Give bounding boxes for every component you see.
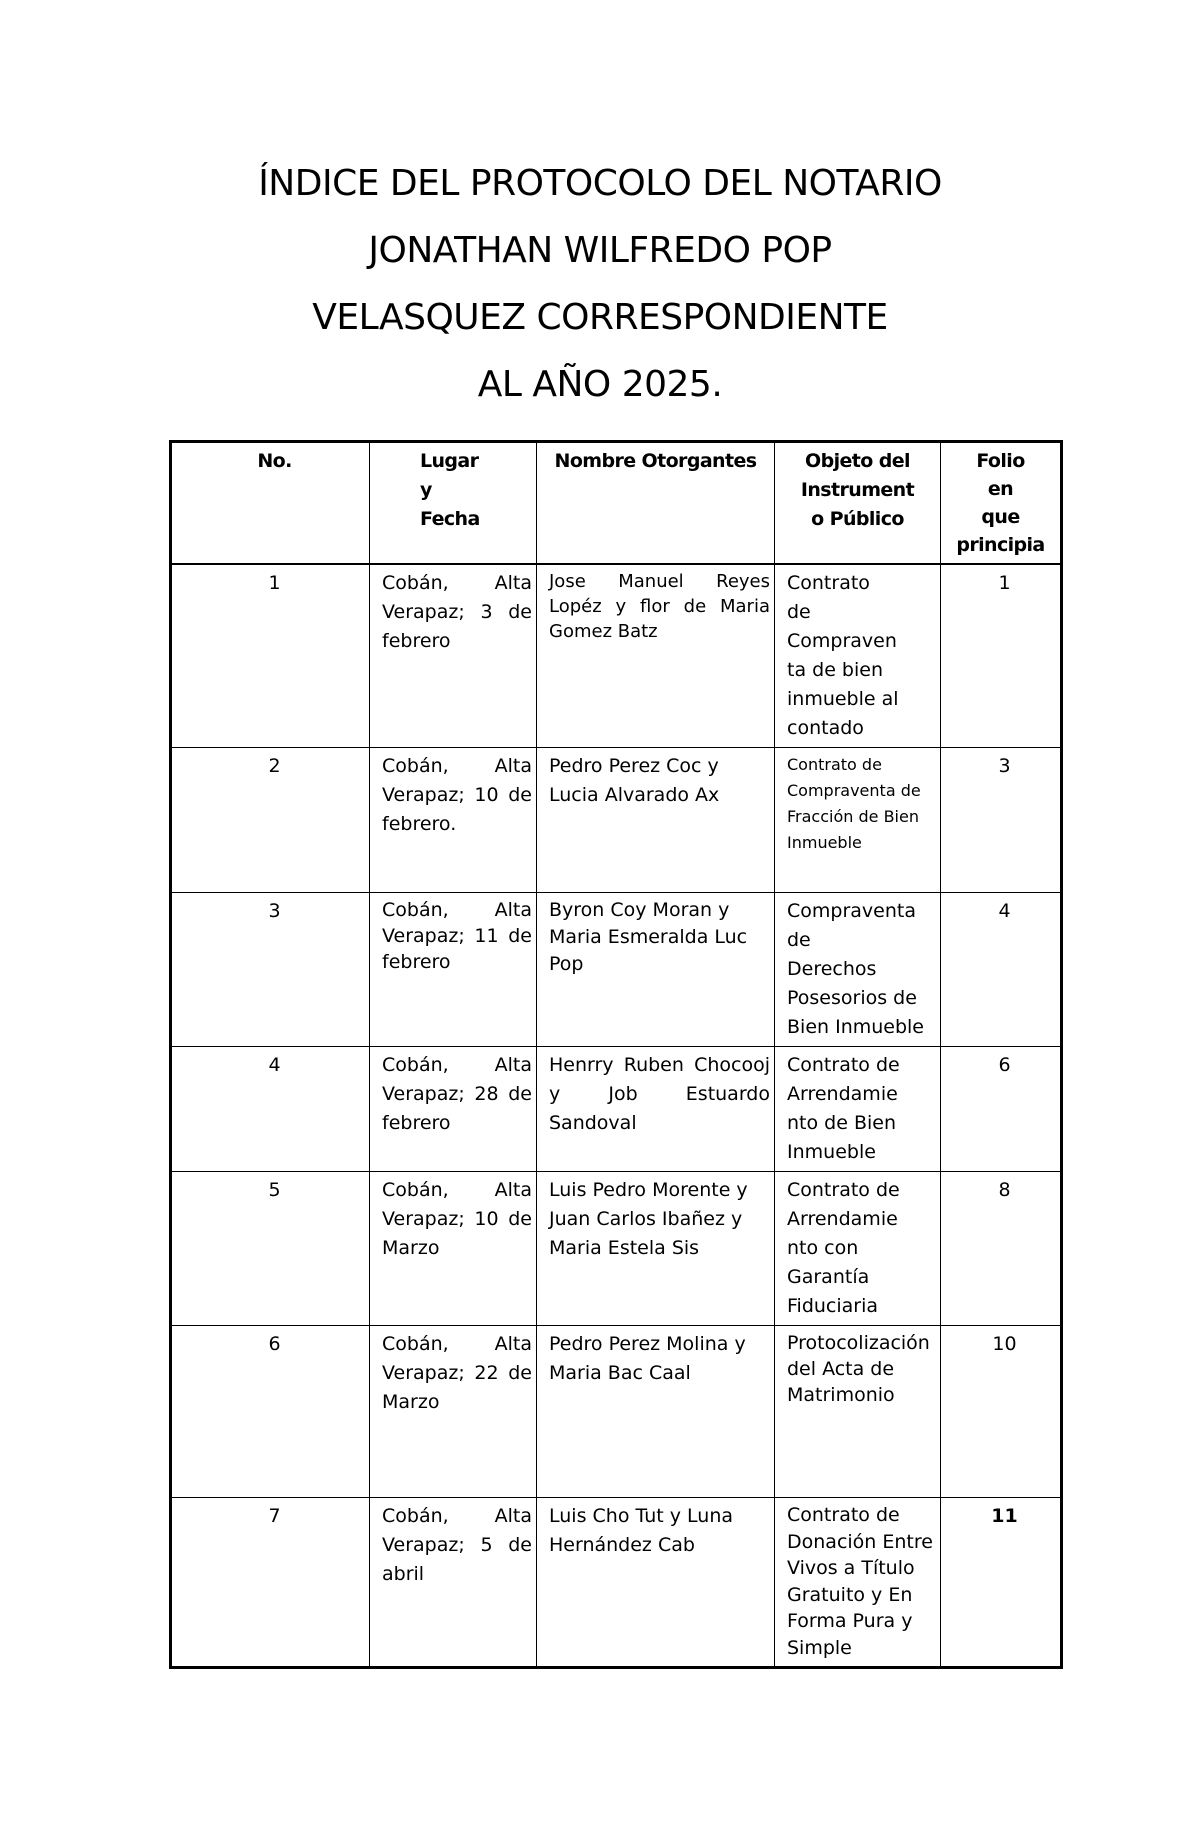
objeto-line: Vivos a Título xyxy=(787,1557,915,1579)
row-nombre-otorgantes: Pedro Perez Coc y Lucia Alvarado Ax xyxy=(537,748,775,893)
row-nombre-otorgantes: Byron Coy Moran y Maria Esmeralda Luc Pop xyxy=(537,893,775,1047)
objeto-line: Contrato de xyxy=(787,755,882,774)
row-objeto xyxy=(775,1498,941,1668)
protocol-index-table xyxy=(169,440,1063,1669)
row-no: 7 xyxy=(171,1498,370,1668)
objeto-line: Derechos xyxy=(787,958,877,980)
objeto-line: Simple xyxy=(787,1636,852,1659)
row-folio: 8 xyxy=(941,1172,1062,1326)
row-lugar-fecha: Cobán, Alta Verapaz; 10 de Marzo xyxy=(370,1172,537,1326)
objeto-line: Fiduciaria xyxy=(787,1295,879,1317)
header-text: que xyxy=(981,506,1020,528)
table-row xyxy=(171,1047,1062,1172)
row-lugar-fecha: Cobán, Alta Verapaz; 11 de febrero xyxy=(370,893,537,1047)
objeto-line: ta de bien xyxy=(787,659,883,681)
row-no: 3 xyxy=(171,893,370,1047)
objeto-line: Garantía xyxy=(787,1266,870,1288)
document-title xyxy=(140,150,1060,418)
row-objeto xyxy=(775,748,941,893)
header-nombre-otorgantes: Nombre Otorgantes xyxy=(537,442,775,565)
row-no: 5 xyxy=(171,1172,370,1326)
row-nombre-otorgantes: Pedro Perez Molina y Maria Bac Caal xyxy=(537,1326,775,1498)
row-objeto xyxy=(775,893,941,1047)
objeto-line: Forma Pura y xyxy=(787,1610,913,1632)
header-objeto-instrumento xyxy=(775,442,941,565)
row-nombre-otorgantes: Luis Pedro Morente y Juan Carlos Ibañez y Maria Estela Sis xyxy=(537,1172,775,1326)
objeto-line: Posesorios de xyxy=(787,987,917,1009)
objeto-line: nto de Bien xyxy=(787,1112,896,1134)
objeto-line: Contrato de xyxy=(787,1504,900,1526)
row-nombre-otorgantes: Luis Cho Tut y Luna Hernández Cab xyxy=(537,1498,775,1668)
row-no: 1 xyxy=(171,564,370,748)
table-row xyxy=(171,564,1062,748)
table-row xyxy=(171,1326,1062,1498)
row-no: 2 xyxy=(171,748,370,893)
header-folio xyxy=(941,442,1062,565)
row-nombre-otorgantes: Jose Manuel Reyes Lopéz y flor de Maria Gomez Batz xyxy=(537,564,775,748)
row-objeto xyxy=(775,1047,941,1172)
table-row xyxy=(171,1498,1062,1668)
header-text: Instrument xyxy=(800,479,915,501)
row-folio: 4 xyxy=(941,893,1062,1047)
title-line: JONATHAN WILFREDO POP xyxy=(368,230,832,271)
objeto-line: Inmueble xyxy=(787,1141,876,1163)
header-no: No. xyxy=(171,442,370,565)
row-folio: 11 xyxy=(941,1498,1062,1668)
objeto-line: Contrato de xyxy=(787,1054,900,1076)
objeto-line: Compraven xyxy=(787,630,897,652)
objeto-line: Arrendamie xyxy=(787,1208,898,1230)
header-text: Fecha xyxy=(420,508,480,530)
header-text: Folio xyxy=(976,450,1025,472)
objeto-line: del Acta de xyxy=(787,1358,895,1380)
header-text: Objeto del xyxy=(805,450,910,472)
objeto-line: Gratuito y En xyxy=(787,1583,913,1606)
header-text: Lugar xyxy=(420,450,479,472)
table-row xyxy=(171,893,1062,1047)
row-nombre-otorgantes: Henrry Ruben Chocooj y Job Estuardo Sandoval xyxy=(537,1047,775,1172)
row-lugar-fecha: Cobán, Alta Verapaz; 10 de febrero. xyxy=(370,748,537,893)
row-no: 6 xyxy=(171,1326,370,1498)
row-lugar-fecha: Cobán, Alta Verapaz; 28 de febrero xyxy=(370,1047,537,1172)
row-lugar-fecha: Cobán, Alta Verapaz; 3 de febrero xyxy=(370,564,537,748)
objeto-line: Inmueble xyxy=(787,833,862,852)
row-objeto xyxy=(775,1172,941,1326)
objeto-line: Donación Entre xyxy=(787,1530,933,1553)
table-row xyxy=(171,748,1062,893)
row-lugar-fecha: Cobán, Alta Verapaz; 22 de Marzo xyxy=(370,1326,537,1498)
objeto-line: Contrato xyxy=(787,572,870,594)
row-lugar-fecha: Cobán, Alta Verapaz; 5 de abril xyxy=(370,1498,537,1668)
objeto-line: Compraventa de xyxy=(787,781,921,800)
objeto-line: Protocolización xyxy=(787,1332,930,1354)
objeto-line: Matrimonio xyxy=(787,1384,895,1406)
row-folio: 1 xyxy=(941,564,1062,748)
header-text: o Público xyxy=(811,508,904,530)
title-line: AL AÑO 2025. xyxy=(477,364,723,405)
objeto-line: Compraventa de xyxy=(787,900,916,951)
objeto-line: Fracción de Bien xyxy=(787,807,919,826)
row-folio: 6 xyxy=(941,1047,1062,1172)
objeto-line: nto con xyxy=(787,1237,859,1259)
header-text: y xyxy=(420,479,432,501)
title-line: ÍNDICE DEL PROTOCOLO DEL NOTARIO xyxy=(258,163,942,204)
objeto-line: de xyxy=(787,601,811,623)
objeto-line: contado xyxy=(787,717,864,739)
objeto-line: inmueble al xyxy=(787,688,899,710)
objeto-line: Arrendamie xyxy=(787,1083,898,1105)
header-lugar-fecha xyxy=(370,442,537,565)
table-header-row xyxy=(171,442,1062,565)
row-no: 4 xyxy=(171,1047,370,1172)
row-folio: 10 xyxy=(941,1326,1062,1498)
row-folio: 3 xyxy=(941,748,1062,893)
table-row xyxy=(171,1172,1062,1326)
row-objeto xyxy=(775,564,941,748)
header-text: en xyxy=(987,478,1014,500)
header-text: principia xyxy=(956,534,1045,556)
row-objeto xyxy=(775,1326,941,1498)
title-line: VELASQUEZ CORRESPONDIENTE xyxy=(312,297,888,338)
objeto-line: Contrato de xyxy=(787,1179,900,1201)
objeto-line: Bien Inmueble xyxy=(787,1016,924,1038)
